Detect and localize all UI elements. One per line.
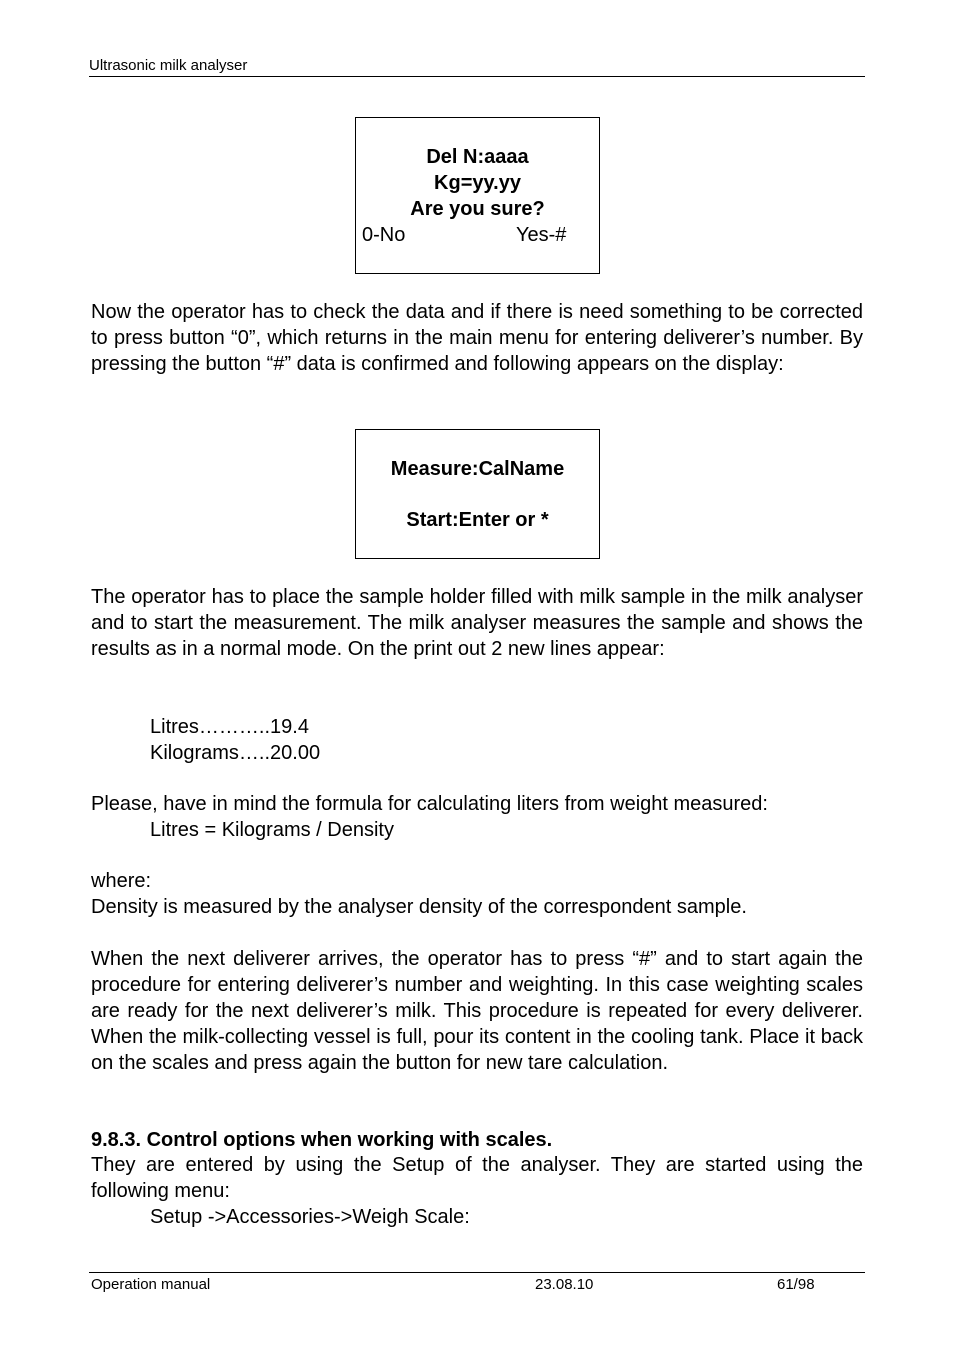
display-confirm-delete bbox=[355, 117, 600, 274]
formula-intro: Please, have in mind the formula for calculating liters from weight measured: bbox=[91, 793, 768, 815]
paragraph-next-deliverer: When the next deliverer arrives, the operator has to press “#” and to start again the procedure for entering deliverer’s number and weighting. In this case weighting scales are ready for the next deliverer’s milk. This procedure is repeated for every deliverer. When the milk-collecting vessel is full, pour its content in the cooling tank. Place it back on the scales and press again the button for new tare calculation. bbox=[91, 948, 863, 1074]
display-line-weight: Kg=yy.yy bbox=[434, 172, 521, 194]
display-option-no: 0-No bbox=[362, 224, 406, 246]
density-note: Density is measured by the analyser density of the correspondent sample. bbox=[91, 896, 747, 918]
section-heading: 9.8.3. Control options when working with scales. bbox=[91, 1129, 553, 1151]
where-label: where: bbox=[91, 870, 152, 892]
footer-page-number: 61/98 bbox=[777, 1276, 815, 1293]
display-line-measure: Measure:CalName bbox=[390, 458, 565, 480]
page-footer bbox=[89, 1272, 865, 1293]
paragraph-setup: They are entered by using the Setup of the analyser. They are started using the following menu: bbox=[91, 1154, 863, 1202]
display-line-start: Start:Enter or * bbox=[406, 509, 549, 531]
display-line-deliverer: Del N:aaaa bbox=[426, 146, 529, 168]
display-option-yes: Yes-# bbox=[516, 224, 567, 246]
display-measure bbox=[355, 429, 600, 559]
paragraph-place-sample: The operator has to place the sample holder filled with milk sample in the milk analyser and to start the measurement. The milk analyser measures the sample and shows the results as in a normal mode. On the print out 2 new lines appear: bbox=[91, 586, 863, 660]
page-header bbox=[89, 57, 865, 77]
menu-path: Setup ->Accessories->Weigh Scale: bbox=[150, 1206, 470, 1228]
paragraph-check-data: Now the operator has to check the data and if there is need something to be corrected to press button “0”, which returns in the main menu for entering deliverer’s number. By pressing the button “#” data is confirmed and following appears on the display: bbox=[91, 301, 863, 375]
header-title: Ultrasonic milk analyser bbox=[89, 57, 248, 74]
printout-kilograms: Kilograms…..20.00 bbox=[150, 742, 321, 764]
printout-litres: Litres………..19.4 bbox=[150, 716, 309, 738]
formula: Litres = Kilograms / Density bbox=[150, 819, 394, 841]
footer-date: 23.08.10 bbox=[535, 1276, 594, 1293]
display-line-confirm: Are you sure? bbox=[410, 198, 545, 220]
footer-manual-title: Operation manual bbox=[91, 1276, 211, 1293]
